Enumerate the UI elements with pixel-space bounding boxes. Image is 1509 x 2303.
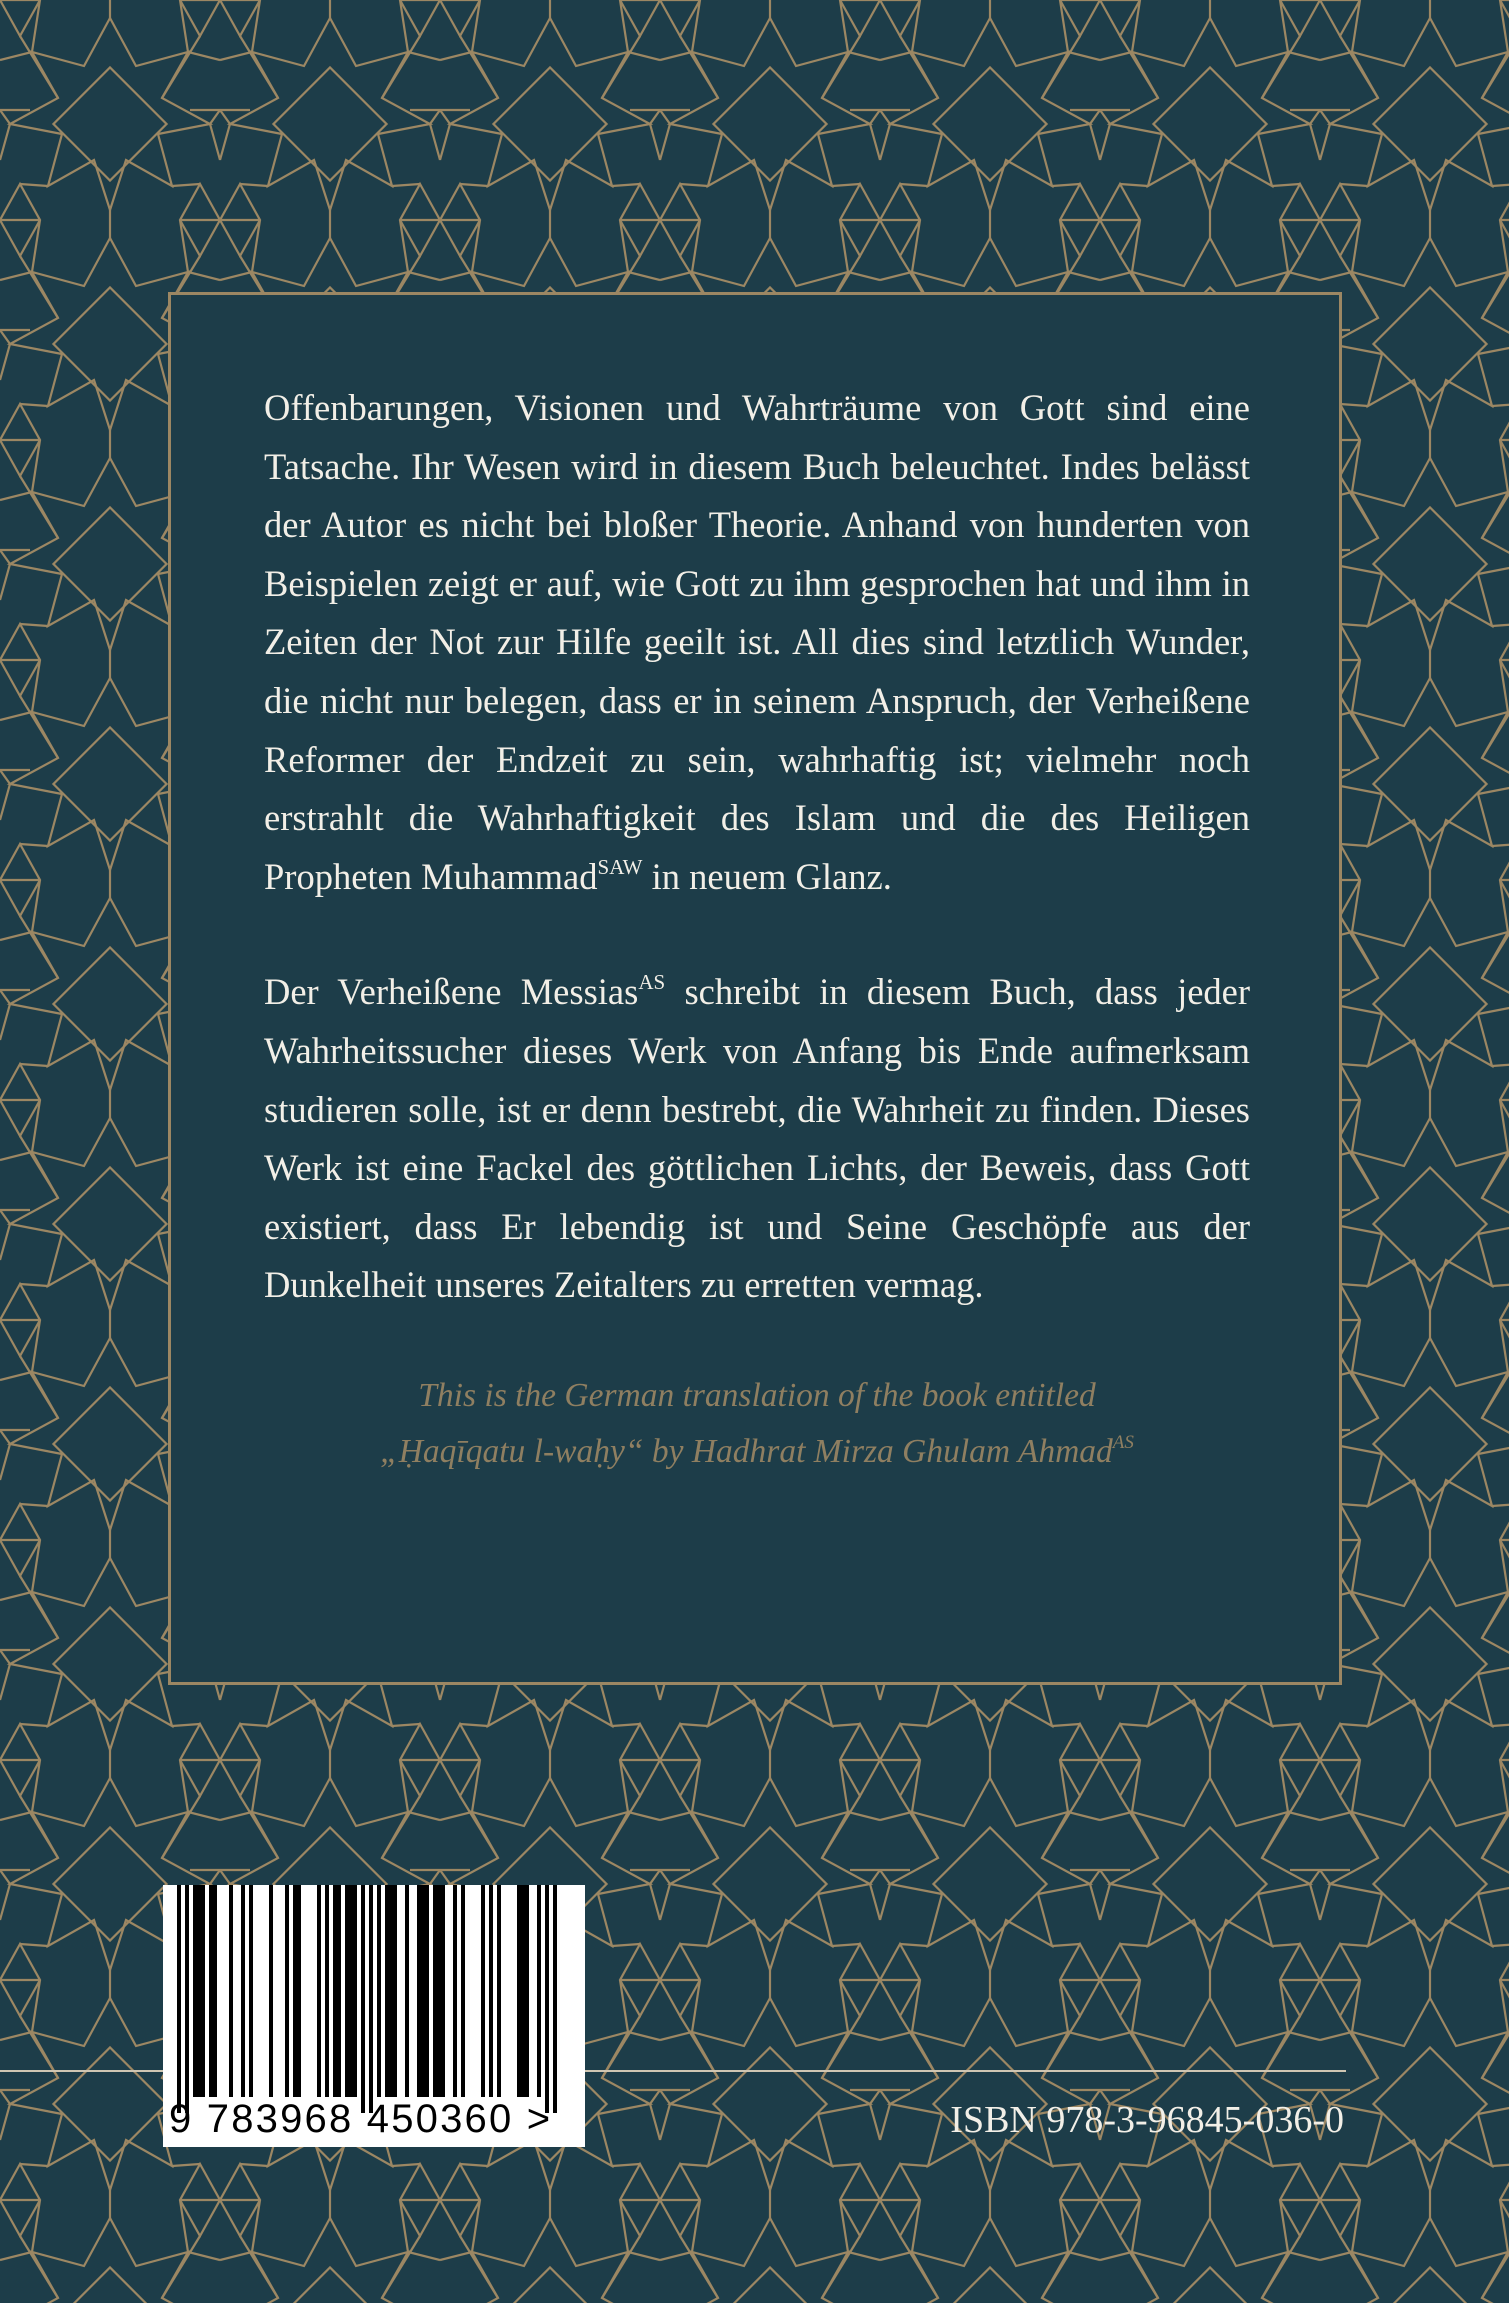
barcode-bar [197,1885,201,2097]
barcode-bar [537,1885,541,2097]
barcode-bar [521,1885,525,2097]
blurb-paragraph-1-ending: in neuem Glanz. [642,855,892,897]
barcode-bar [325,1885,329,2097]
barcode-bar [437,1885,441,2097]
barcode-bar [421,1885,425,2097]
barcode-bar [393,1885,397,2097]
barcode-bar [441,1885,445,2097]
barcode [163,1885,585,2147]
translation-credit [264,1368,1250,1480]
barcode-digits: 9 783968 450360 > [169,2097,553,2141]
barcode-bar [353,1885,357,2097]
barcode-bar [405,1885,409,2097]
barcode-bar [193,1885,197,2097]
barcode-bar [553,1885,557,2113]
barcode-bar [285,1885,289,2097]
barcode-bar [241,1885,245,2097]
honorific-saw: SAW [597,854,643,879]
barcode-bar [481,1885,485,2097]
barcode-bar [497,1885,501,2097]
barcode-bar [297,1885,301,2097]
barcode-bar [269,1885,273,2097]
barcode-bar [209,1885,213,2097]
barcode-bar [433,1885,437,2097]
barcode-bar [389,1885,393,2097]
barcode-bar [201,1885,205,2097]
barcode-bar [317,1885,321,2097]
barcode-bar [545,1885,549,2113]
barcode-bar [333,1885,337,2097]
barcode-bar [425,1885,429,2097]
blurb-content [264,379,1250,1480]
blurb-paragraph-2-opening: Der Verheißene Messias [264,971,639,1013]
barcode-bar [453,1885,457,2097]
barcode-bar [517,1885,521,2097]
barcode-bar [293,1885,297,2097]
translation-credit-line-1: This is the German translation of the book entitled [418,1376,1096,1414]
barcode-bar [417,1885,421,2097]
barcode-bar [369,1885,373,2113]
blurb-paragraph-1 [264,379,1250,906]
honorific-as: AS [638,970,666,995]
translation-credit-line-2: „Ḥaqīqatu l-waḥy“ by Hadhrat Mirza Ghulam Ahmad [380,1432,1113,1470]
barcode-bar [213,1885,217,2097]
barcode-bar [177,1885,181,2113]
barcode-bar [249,1885,253,2097]
barcode-bar [349,1885,353,2097]
blurb-paragraph-1-text: Offenbarungen, Visionen und Wahrträume von Gott sind eine Tatsache. Ihr Wesen wird in diesem Buch beleuchtet. Indes belässt der Autor es nicht bei bloßer Theorie. Anhand von hunderten von Beispielen zeigt er auf, wie Gott zu ihm gesprochen hat und ihm in Zeiten der Not zur Hilfe geeilt ist. All dies sind letztlich Wunder, die nicht nur belegen, dass er in seinem Anspruch, der Verheißene Reformer der Endzeit zu sein, wahrhaftig ist; vielmehr noch erstrahlt die Wahrhaftigkeit des Islam und die des Heiligen Propheten Muhammad [264,387,1250,897]
barcode-bar [185,1885,189,2113]
barcode-bar [337,1885,341,2097]
barcode-bar [489,1885,493,2097]
isbn-number: ISBN 978-3-96845-036-0 [950,2099,1344,2141]
blurb-paragraph-2 [264,963,1250,1315]
blurb-paragraph-2-text: schreibt in diesem Buch, dass jeder Wahrheitssucher dieses Werk von Anfang bis Ende aufmerksam studieren solle, ist er denn bestrebt, die Wahrheit zu finden. Dieses Werk ist eine Fackel des göttlichen Lichts, der Beweis, dass Gott existiert, dass Er lebendig ist und Seine Geschöpfe aus der Dunkelheit unseres Zeitalters zu erretten vermag. [264,971,1251,1306]
barcode-bar [377,1885,381,2097]
blurb-frame [168,292,1342,1685]
barcode-bar [461,1885,465,2097]
barcode-bar [385,1885,389,2097]
barcode-bar [525,1885,529,2097]
barcode-bar [361,1885,365,2113]
honorific-as-credit: AS [1112,1431,1134,1453]
barcode-bar [345,1885,349,2097]
barcode-bar [229,1885,233,2097]
